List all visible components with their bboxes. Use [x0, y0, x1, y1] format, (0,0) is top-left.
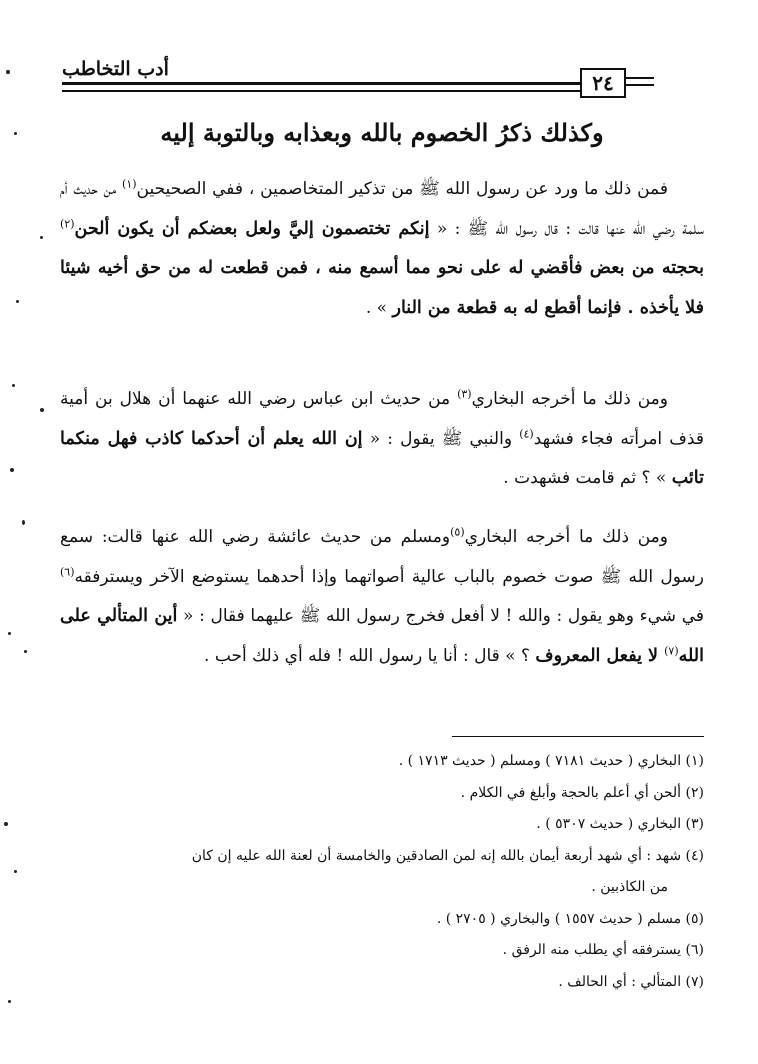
- footnote: (١) البخاري ( حديث ٧١٨١ ) ومسلم ( حديث ١٧١٣ ) .: [398, 753, 704, 769]
- footnote-ref: (٥): [450, 525, 465, 539]
- paragraph-text: فمن ذلك ما ورد عن رسول الله ﷺ من تذكير المتخاصمين ، ففي الصحيحين: [136, 179, 668, 199]
- scan-speck: [14, 132, 17, 135]
- hadith-quote: إنكم تختصمون إليَّ ولعل بعضكم أن يكون ألحن: [74, 218, 430, 239]
- paragraph-text: من حديث ابن عباس رضي الله عنهما أن هلال بن أمية قذف امرأته فجاء فشهد: [60, 389, 704, 449]
- scan-speck: [24, 650, 27, 653]
- paragraph-1: [60, 170, 704, 328]
- paragraph-2: [60, 380, 704, 499]
- footnote: (٢) ألحن أي أعلم بالحجة وأبلغ في الكلام .: [460, 784, 704, 801]
- footnote-separator: [452, 736, 704, 737]
- scan-speck: [8, 1000, 11, 1003]
- scan-speck: [16, 300, 19, 303]
- paragraph-text: » .: [365, 297, 393, 318]
- scan-speck: [8, 632, 11, 635]
- paragraph-text: ومن ذلك ما أخرجه البخاري: [464, 527, 668, 547]
- hadith-quote: أين المتألي على الله: [60, 606, 704, 666]
- paragraph-text: في شيء وهو يقول : والله ! لا أفعل فخرج رسول الله ﷺ عليهما فقال : «: [177, 606, 704, 626]
- footnote: (٥) مسلم ( حديث ١٥٥٧ ) والبخاري ( ٢٧٠٥ ) .: [436, 910, 704, 927]
- paragraph-text: ؟ » قال : أنا يا رسول الله ! فله أي ذلك أحب .: [204, 645, 536, 666]
- section-title: وكذلك ذكرُ الخصوم بالله وبعذابه وبالتوبة إليه: [160, 118, 604, 147]
- footnote-ref: (١): [122, 177, 137, 191]
- footnote-ref: (٢): [60, 216, 75, 230]
- footnote-continuation: من الكاذبين .: [591, 879, 668, 895]
- paragraph-text: ومن ذلك ما أخرجه البخاري: [471, 389, 668, 409]
- scan-speck: [14, 870, 17, 873]
- scan-speck: [40, 408, 44, 412]
- header-rule-bottom: [62, 90, 580, 92]
- scan-speck: [4, 822, 8, 826]
- scan-speck: [12, 384, 15, 387]
- hadith-quote: إن الله يعلم أن أحدكما كاذب فهل منكما تائب: [60, 428, 704, 488]
- footnote: (٤) شهد : أي شهد أربعة أيمان بالله إنه لمن الصادقين والخامسة أن لعنة الله عليه إن كان: [191, 847, 704, 864]
- footnote-ref: (٤): [519, 426, 534, 440]
- footnote: (٣) البخاري ( حديث ٥٣٠٧ ) .: [536, 816, 704, 832]
- paragraph-text: ومسلم من حديث عائشة رضي الله عنها قالت: سمع رسول الله ﷺ صوت خصوم بالباب عالية أصواتهما وإذا أحدهما يستوضع الآخر ويسترفقه: [60, 527, 704, 587]
- footnote: (٦) يسترفقه أي يطلب منه الرفق .: [502, 942, 704, 958]
- paragraph-text: » ؟ ثم قامت فشهدت .: [503, 468, 672, 488]
- page-number-ornament: [626, 77, 654, 79]
- paragraph-text: من حديث أم سلمة رضي الله عنها قالت : قال رسول الله ﷺ : «: [60, 179, 704, 239]
- footnote: (٧) المتألي : أي الحالف .: [558, 973, 704, 990]
- hadith-quote: لا يفعل المعروف: [535, 645, 665, 666]
- footnote-ref: (٧): [664, 643, 679, 657]
- scan-speck: [6, 70, 10, 74]
- footnote-ref: (٦): [60, 564, 75, 578]
- scan-speck: [40, 236, 43, 239]
- header-rule-top: [62, 82, 580, 85]
- running-title: أدب التخاطب: [62, 58, 169, 80]
- paragraph-text: والنبي ﷺ يقول : «: [362, 428, 520, 449]
- footnotes: [60, 746, 704, 998]
- footnote-ref: (٣): [457, 387, 472, 401]
- scan-speck: [10, 468, 14, 472]
- paragraph-3: [60, 518, 704, 676]
- page-number-ornament: [626, 84, 654, 86]
- scan-speck: [22, 520, 25, 525]
- hadith-quote: بحجته من بعض فأقضي له على نحو مما أسمع منه ، فمن قطعت له من حق أخيه شيئا فلا يأخذه . فإنما أقطع له به قطعة من النار: [60, 258, 704, 318]
- page-number: ٢٤: [580, 68, 626, 98]
